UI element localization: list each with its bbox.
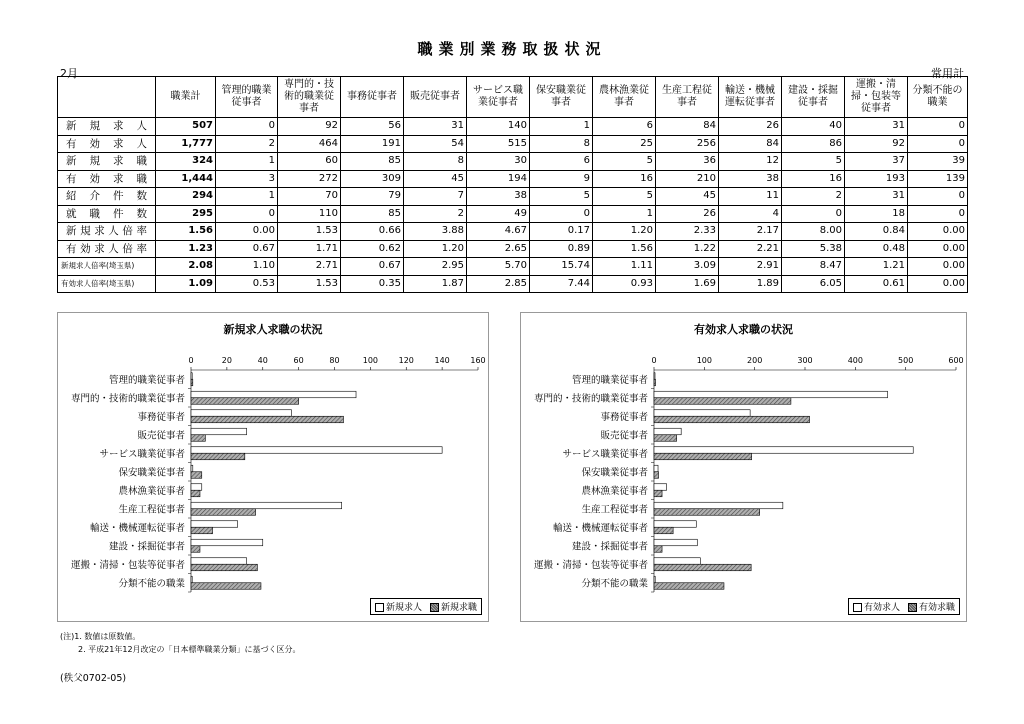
column-header: 建設・採掘従事者: [782, 77, 845, 118]
table-cell: 79: [341, 188, 404, 206]
table-cell: 2: [782, 188, 845, 206]
table-cell: 4.67: [467, 223, 530, 241]
effective-offers-chart: [520, 312, 967, 622]
table-cell: 210: [656, 170, 719, 188]
seeker-bar: [654, 527, 673, 534]
new-offers-chart: [57, 312, 489, 622]
category-label: 管理的職業従事者: [571, 374, 648, 386]
table-cell: 1.53: [278, 223, 341, 241]
legend-swatch-hatched: [430, 603, 439, 612]
offer-bar: [191, 373, 192, 380]
table-cell: 6.05: [782, 275, 845, 293]
table-cell: 0.00: [908, 275, 968, 293]
table-cell: 8: [530, 135, 593, 153]
column-header: 専門的・技術的職業従事者: [278, 77, 341, 118]
table-cell: 0.89: [530, 240, 593, 258]
table-cell: 110: [278, 205, 341, 223]
column-header: 事務従事者: [341, 77, 404, 118]
note-line: (注)1. 数値は原数値。: [60, 632, 141, 641]
stats-table: [57, 76, 968, 293]
table-cell: 54: [404, 135, 467, 153]
table-cell: 2.95: [404, 258, 467, 276]
note-line: 2. 平成21年12月改定の「日本標準職業分類」に基づく区分。: [78, 645, 301, 654]
table-cell: 2.91: [719, 258, 782, 276]
row-label: 新規求職: [58, 153, 156, 171]
table-cell: 1.23: [156, 240, 216, 258]
table-row: [58, 223, 968, 241]
column-header: 保安職業従事者: [530, 77, 593, 118]
table-cell: 1: [216, 188, 278, 206]
seeker-bar: [191, 527, 213, 534]
table-cell: 272: [278, 170, 341, 188]
offer-bar: [654, 521, 696, 528]
table-cell: 39: [908, 153, 968, 171]
table-cell: 1.87: [404, 275, 467, 293]
category-label: 保安職業従事者: [581, 467, 648, 479]
seeker-bar: [654, 564, 751, 571]
seeker-bar: [191, 509, 256, 516]
row-label: 新規求人倍率(埼玉県): [58, 258, 156, 276]
table-cell: 0.35: [341, 275, 404, 293]
row-label: 新規求人倍率: [58, 223, 156, 241]
table-cell: 92: [845, 135, 908, 153]
table-row: [58, 240, 968, 258]
table-cell: 0.00: [908, 223, 968, 241]
table-cell: 1.20: [404, 240, 467, 258]
effective-offers-chart-svg: [521, 313, 966, 621]
column-header: 農林漁業従事者: [593, 77, 656, 118]
legend-item: [908, 600, 955, 613]
category-label: 輸送・機械運転従事者: [552, 522, 648, 534]
legend-swatch-hatched: [908, 603, 917, 612]
table-cell: 1.71: [278, 240, 341, 258]
table-cell: 1.89: [719, 275, 782, 293]
table-row: [58, 170, 968, 188]
offer-bar: [191, 558, 247, 565]
table-cell: 5: [593, 153, 656, 171]
table-cell: 7: [404, 188, 467, 206]
x-tick-label: 80: [329, 356, 340, 365]
row-label: 有効求職: [58, 170, 156, 188]
effective-offers-legend: [848, 598, 960, 615]
table-row: [58, 188, 968, 206]
x-tick-label: 400: [847, 356, 863, 365]
offer-bar: [654, 484, 667, 491]
table-cell: 1.56: [156, 223, 216, 241]
legend-label: 新規求職: [440, 603, 477, 613]
offer-bar: [654, 502, 783, 509]
x-tick-label: 300: [797, 356, 813, 365]
table-cell: 2.33: [656, 223, 719, 241]
row-label: 紹介件数: [58, 188, 156, 206]
table-cell: 16: [593, 170, 656, 188]
unit-label: 常用計: [931, 67, 964, 80]
table-cell: 2: [216, 135, 278, 153]
row-label: 有効求人倍率: [58, 240, 156, 258]
table-cell: 0.93: [593, 275, 656, 293]
seeker-bar: [191, 379, 193, 386]
offer-bar: [191, 391, 356, 398]
table-cell: 1.11: [593, 258, 656, 276]
row-label: 就職件数: [58, 205, 156, 223]
table-row: [58, 258, 968, 276]
table-cell: 1.20: [593, 223, 656, 241]
column-header: 職業計: [156, 77, 216, 118]
table-cell: 0.66: [341, 223, 404, 241]
table-cell: 194: [467, 170, 530, 188]
table-cell: 7.44: [530, 275, 593, 293]
legend-swatch-open: [375, 603, 384, 612]
seeker-bar: [191, 435, 205, 442]
table-cell: 1: [593, 205, 656, 223]
table-cell: 30: [467, 153, 530, 171]
category-label: 分類不能の職業: [118, 578, 185, 590]
table-cell: 2.21: [719, 240, 782, 258]
category-label: 生産工程従事者: [581, 504, 648, 516]
table-cell: 6: [530, 153, 593, 171]
seeker-bar: [191, 416, 343, 423]
table-cell: 140: [467, 118, 530, 136]
table-cell: 11: [719, 188, 782, 206]
table-cell: 38: [467, 188, 530, 206]
seeker-bar: [654, 435, 677, 442]
category-label: サービス職業従事者: [562, 448, 648, 460]
offer-bar: [191, 410, 291, 417]
x-tick-label: 200: [747, 356, 763, 365]
column-header: 販売従事者: [404, 77, 467, 118]
offer-bar: [191, 447, 442, 454]
x-tick-label: 100: [696, 356, 712, 365]
offer-bar: [654, 539, 697, 546]
legend-label: 新規求人: [385, 603, 422, 613]
table-cell: 56: [341, 118, 404, 136]
offer-bar: [191, 502, 342, 509]
category-label: 管理的職業従事者: [108, 374, 185, 386]
seeker-bar: [654, 509, 760, 516]
table-cell: 2.65: [467, 240, 530, 258]
table-cell: 8.00: [782, 223, 845, 241]
table-cell: 0: [908, 188, 968, 206]
offer-bar: [654, 558, 700, 565]
table-cell: 0: [216, 205, 278, 223]
offer-bar: [191, 576, 192, 583]
table-cell: 9: [530, 170, 593, 188]
x-tick-label: 20: [221, 356, 232, 365]
table-cell: 2.85: [467, 275, 530, 293]
table-cell: 49: [467, 205, 530, 223]
category-label: 販売従事者: [600, 430, 648, 442]
table-cell: 26: [656, 205, 719, 223]
table-cell: 16: [782, 170, 845, 188]
seeker-bar: [191, 490, 200, 497]
month-label: 2月: [60, 67, 78, 80]
table-cell: 2: [404, 205, 467, 223]
seeker-bar: [654, 490, 662, 497]
table-cell: 0.62: [341, 240, 404, 258]
offer-bar: [191, 484, 202, 491]
table-cell: 36: [656, 153, 719, 171]
table-cell: 295: [156, 205, 216, 223]
x-tick-label: 120: [398, 356, 414, 365]
table-cell: 38: [719, 170, 782, 188]
x-tick-label: 600: [948, 356, 964, 365]
seeker-bar: [191, 453, 245, 460]
table-cell: 1: [216, 153, 278, 171]
table-cell: 25: [593, 135, 656, 153]
table-cell: 1.09: [156, 275, 216, 293]
seeker-bar: [654, 416, 810, 423]
seeker-bar: [191, 546, 200, 553]
table-cell: 31: [845, 118, 908, 136]
table-cell: 0.00: [216, 223, 278, 241]
offer-bar: [654, 410, 750, 417]
column-header: 管理的職業従事者: [216, 77, 278, 118]
table-cell: 0: [782, 205, 845, 223]
x-tick-label: 40: [257, 356, 268, 365]
table-cell: 507: [156, 118, 216, 136]
table-cell: 0.84: [845, 223, 908, 241]
table-cell: 5: [530, 188, 593, 206]
category-label: サービス職業従事者: [99, 448, 185, 460]
legend-item: [375, 600, 422, 613]
table-cell: 26: [719, 118, 782, 136]
table-cell: 0: [216, 118, 278, 136]
table-cell: 86: [782, 135, 845, 153]
seeker-bar: [191, 583, 261, 590]
column-header: 運搬・清掃・包装等従事者: [845, 77, 908, 118]
table-cell: 1,444: [156, 170, 216, 188]
row-label: 新規求人: [58, 118, 156, 136]
table-cell: 0: [530, 205, 593, 223]
table-corner: [58, 77, 156, 118]
category-label: 専門的・技術的職業従事者: [70, 393, 185, 405]
notes: [60, 630, 301, 656]
table-cell: 191: [341, 135, 404, 153]
offer-bar: [654, 465, 658, 472]
table-cell: 31: [845, 188, 908, 206]
table-cell: 37: [845, 153, 908, 171]
table-cell: 2.08: [156, 258, 216, 276]
table-cell: 84: [719, 135, 782, 153]
table-cell: 193: [845, 170, 908, 188]
table-cell: 1.22: [656, 240, 719, 258]
table-cell: 6: [593, 118, 656, 136]
offer-bar: [191, 465, 193, 472]
x-tick-label: 0: [188, 356, 194, 365]
table-cell: 1.21: [845, 258, 908, 276]
table-cell: 4: [719, 205, 782, 223]
table-cell: 0.00: [908, 240, 968, 258]
offer-bar: [191, 521, 238, 528]
category-label: 運搬・清掃・包装等従事者: [70, 559, 185, 571]
table-cell: 464: [278, 135, 341, 153]
page-title: 職業別業務取扱状況: [417, 40, 607, 58]
table-cell: 256: [656, 135, 719, 153]
category-label: 農林漁業従事者: [581, 485, 648, 497]
table-cell: 5: [782, 153, 845, 171]
table-cell: 12: [719, 153, 782, 171]
table-row: [58, 135, 968, 153]
column-header: 分類不能の職業: [908, 77, 968, 118]
table-cell: 31: [404, 118, 467, 136]
offer-bar: [654, 576, 655, 583]
table-cell: 515: [467, 135, 530, 153]
table-cell: 3: [216, 170, 278, 188]
x-tick-label: 100: [362, 356, 379, 365]
legend-label: 有効求職: [918, 603, 955, 613]
table-cell: 2.17: [719, 223, 782, 241]
table-cell: 309: [341, 170, 404, 188]
category-label: 農林漁業従事者: [118, 485, 185, 497]
table-row: [58, 118, 968, 136]
document-code: (秩父0702-05): [60, 673, 127, 684]
table-cell: 18: [845, 205, 908, 223]
seeker-bar: [654, 379, 656, 386]
table-cell: 40: [782, 118, 845, 136]
table-cell: 1,777: [156, 135, 216, 153]
table-cell: 3.88: [404, 223, 467, 241]
table-cell: 0: [908, 205, 968, 223]
seeker-bar: [654, 398, 791, 405]
column-header: 輸送・機械運転従事者: [719, 77, 782, 118]
category-label: 建設・採掘従事者: [108, 541, 185, 553]
category-label: 事務従事者: [600, 411, 648, 423]
table-cell: 15.74: [530, 258, 593, 276]
table-row: [58, 153, 968, 171]
chart-title: 有効求人求職の状況: [694, 323, 793, 336]
seeker-bar: [654, 472, 659, 479]
table-row: [58, 275, 968, 293]
x-tick-label: 0: [651, 356, 657, 365]
table-cell: 45: [404, 170, 467, 188]
legend-label: 有効求人: [863, 603, 900, 613]
table-cell: 5: [593, 188, 656, 206]
table-cell: 1.53: [278, 275, 341, 293]
column-header: サービス職業従事者: [467, 77, 530, 118]
seeker-bar: [191, 398, 299, 405]
offer-bar: [191, 539, 263, 546]
table-cell: 2.71: [278, 258, 341, 276]
x-tick-label: 140: [434, 356, 450, 365]
category-label: 販売従事者: [137, 430, 185, 442]
table-cell: 139: [908, 170, 968, 188]
category-label: 生産工程従事者: [118, 504, 185, 516]
table-cell: 60: [278, 153, 341, 171]
table-cell: 70: [278, 188, 341, 206]
table-cell: 85: [341, 205, 404, 223]
table-header-row: [58, 77, 968, 118]
table-row: [58, 205, 968, 223]
offer-bar: [191, 428, 247, 435]
row-label: 有効求人: [58, 135, 156, 153]
table-cell: 5.38: [782, 240, 845, 258]
table-cell: 92: [278, 118, 341, 136]
x-tick-label: 160: [470, 356, 486, 365]
table-cell: 45: [656, 188, 719, 206]
table-cell: 1: [530, 118, 593, 136]
category-label: 分類不能の職業: [581, 578, 648, 590]
table-cell: 8: [404, 153, 467, 171]
table-cell: 0: [908, 135, 968, 153]
seeker-bar: [654, 546, 662, 553]
table-cell: 0.53: [216, 275, 278, 293]
x-tick-label: 60: [293, 356, 304, 365]
chart-title: 新規求人求職の状況: [223, 323, 323, 336]
legend-item: [430, 600, 477, 613]
category-label: 建設・採掘従事者: [571, 541, 648, 553]
seeker-bar: [191, 472, 202, 479]
table-cell: 1.10: [216, 258, 278, 276]
offer-bar: [654, 391, 888, 398]
category-label: 輸送・機械運転従事者: [89, 522, 185, 534]
table-cell: 1.56: [593, 240, 656, 258]
table-cell: 0.17: [530, 223, 593, 241]
table-cell: 8.47: [782, 258, 845, 276]
table-cell: 294: [156, 188, 216, 206]
new-offers-chart-svg: [58, 313, 488, 621]
legend-item: [853, 600, 900, 613]
table-cell: 84: [656, 118, 719, 136]
offer-bar: [654, 428, 681, 435]
table-cell: 0.61: [845, 275, 908, 293]
table-cell: 85: [341, 153, 404, 171]
row-label: 有効求人倍率(埼玉県): [58, 275, 156, 293]
seeker-bar: [191, 564, 257, 571]
legend-swatch-open: [853, 603, 862, 612]
table-cell: 3.09: [656, 258, 719, 276]
category-label: 専門的・技術的職業従事者: [533, 393, 648, 405]
table-cell: 0.00: [908, 258, 968, 276]
table-cell: 5.70: [467, 258, 530, 276]
table-cell: 0.67: [216, 240, 278, 258]
x-tick-label: 500: [898, 356, 914, 365]
new-offers-legend: [370, 598, 482, 615]
offer-bar: [654, 447, 913, 454]
table-cell: 1.69: [656, 275, 719, 293]
category-label: 事務従事者: [137, 411, 185, 423]
table-cell: 0.48: [845, 240, 908, 258]
table-cell: 0.67: [341, 258, 404, 276]
table-cell: 324: [156, 153, 216, 171]
column-header: 生産工程従事者: [656, 77, 719, 118]
seeker-bar: [654, 583, 724, 590]
table-cell: 0: [908, 118, 968, 136]
category-label: 運搬・清掃・包装等従事者: [533, 559, 648, 571]
seeker-bar: [654, 453, 752, 460]
category-label: 保安職業従事者: [118, 467, 185, 479]
offer-bar: [654, 373, 655, 380]
